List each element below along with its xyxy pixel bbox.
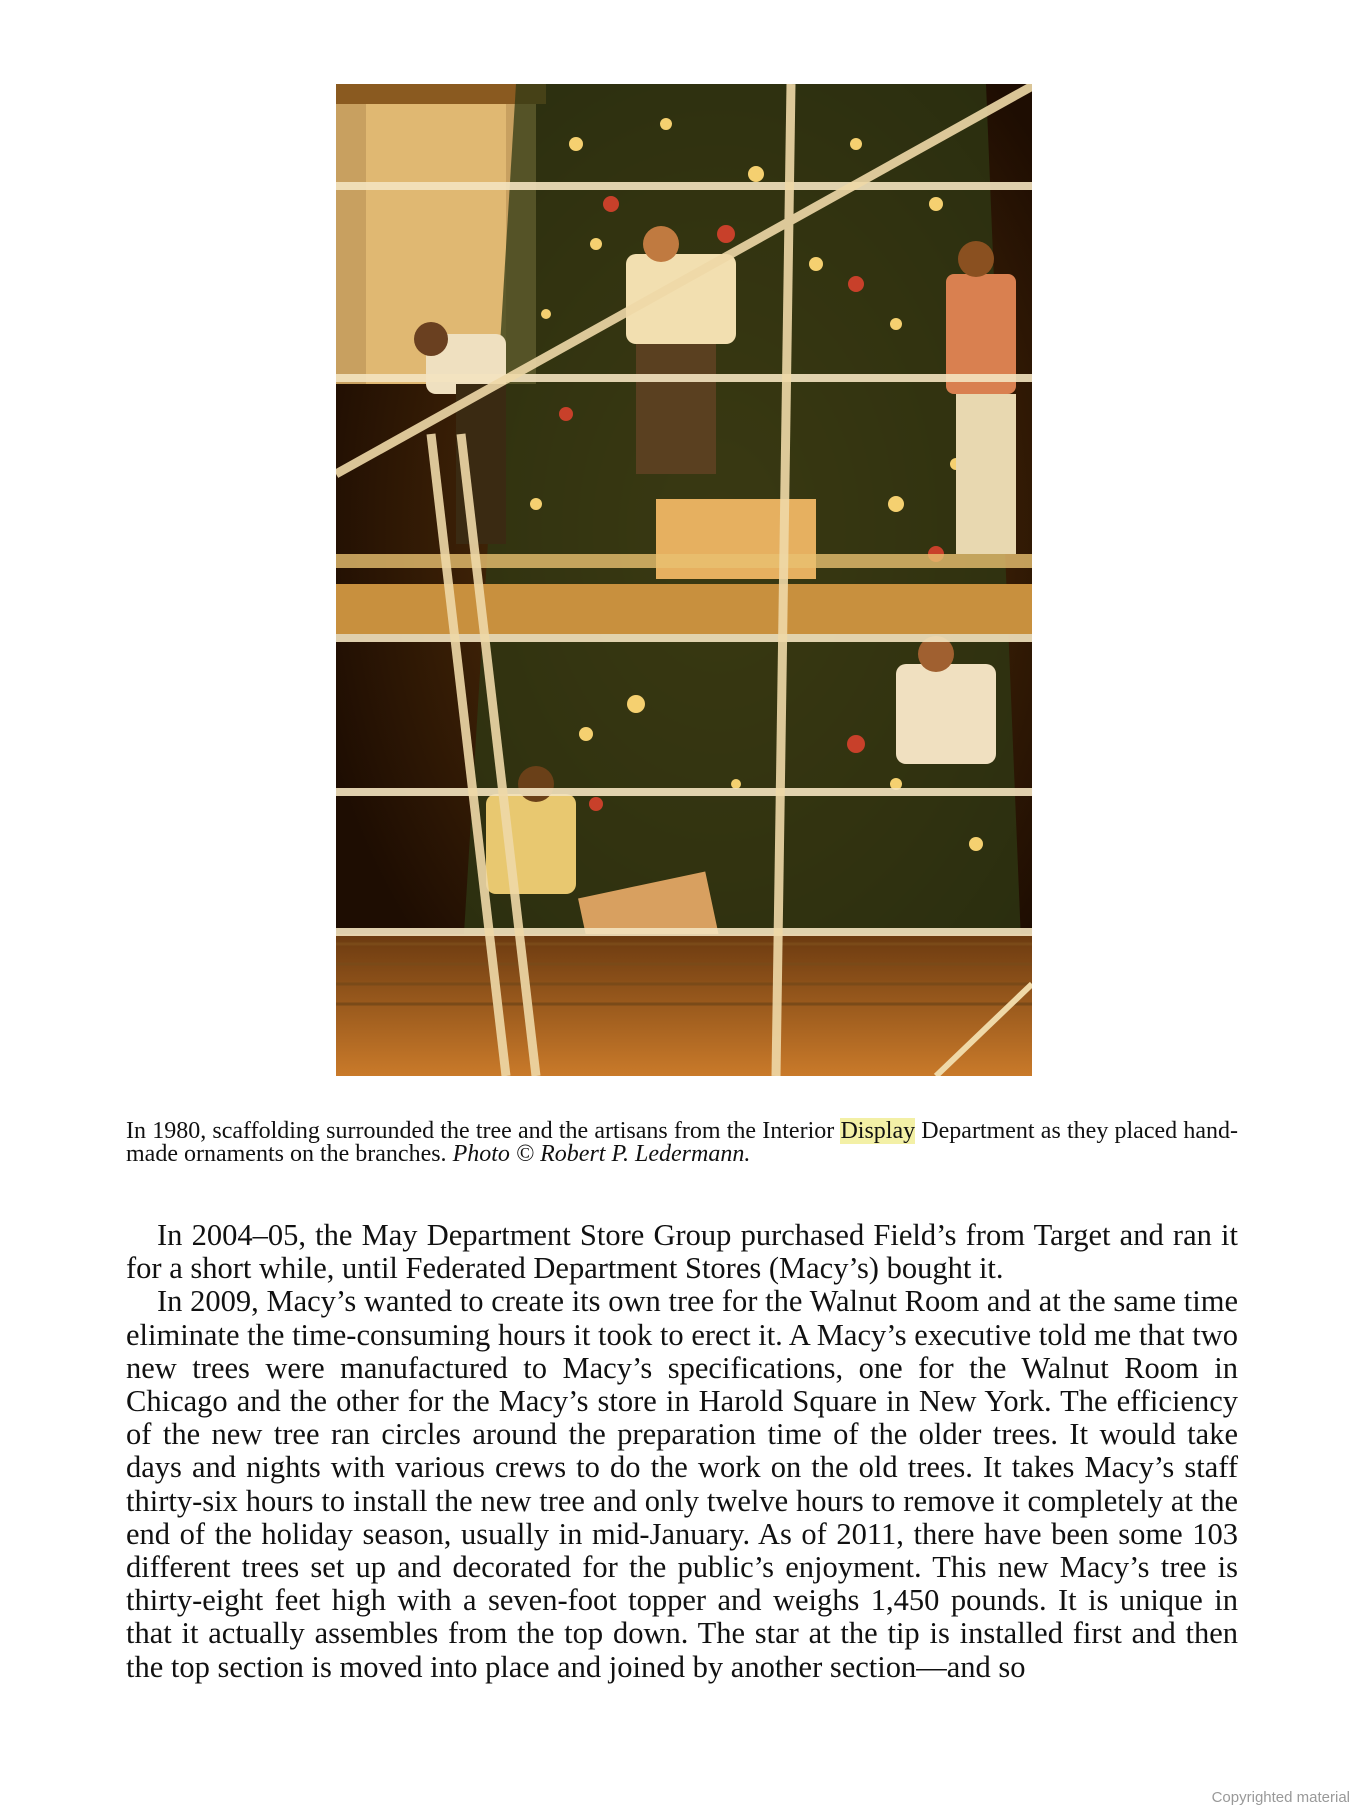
figure-caption bbox=[126, 1120, 1238, 1166]
copyright-notice: Copyrighted material bbox=[1211, 1789, 1350, 1806]
highlighted-word[interactable]: Display bbox=[840, 1118, 916, 1144]
paragraph: In 2009, Macy’s wanted to create its own tree for the Walnut Room and at the same time eliminate the time-consuming hours it took to erect it. A Macy’s executive told me that two new trees were manufactured to Macy’s specifications, one for the Walnut Room in Chicago and the other for the Macy’s store in Harold Square in New York. The efficiency of the new tree ran circles around the preparation time of the older trees. It would take days and nights with various crews to do the work on the old trees. It takes Macy’s staff thirty-six hours to install the new tree and only twelve hours to remove it completely at the end of the holiday season, usually in mid-January. As of 2011, there have been some 103 different trees set up and decorated for the public’s enjoyment. This new Macy’s tree is thirty-eight feet high with a seven-foot topper and weighs 1,450 pounds. It is unique in that it actually assembles from the top down. The star at the tip is installed first and then the top section is moved into place and joined by another section—and so bbox=[126, 1284, 1238, 1684]
scaffolding-tree-photo bbox=[336, 84, 1032, 1076]
body-text bbox=[126, 1219, 1238, 1684]
paragraph: In 2004–05, the May Department Store Group purchased Field’s from Target and ran it for a short while, until Federated Department Stores (Macy’s) bought it. bbox=[126, 1218, 1238, 1286]
caption-text: In 1980, scaffolding surrounded the tree and the artisans from the Interior bbox=[126, 1118, 841, 1144]
photo-illustration bbox=[336, 84, 1032, 1076]
photo-credit: Photo © Robert P. Ledermann. bbox=[452, 1141, 751, 1167]
caption-text-continued: Department as they placed hand-made ornaments on the branches. bbox=[126, 1118, 1238, 1167]
